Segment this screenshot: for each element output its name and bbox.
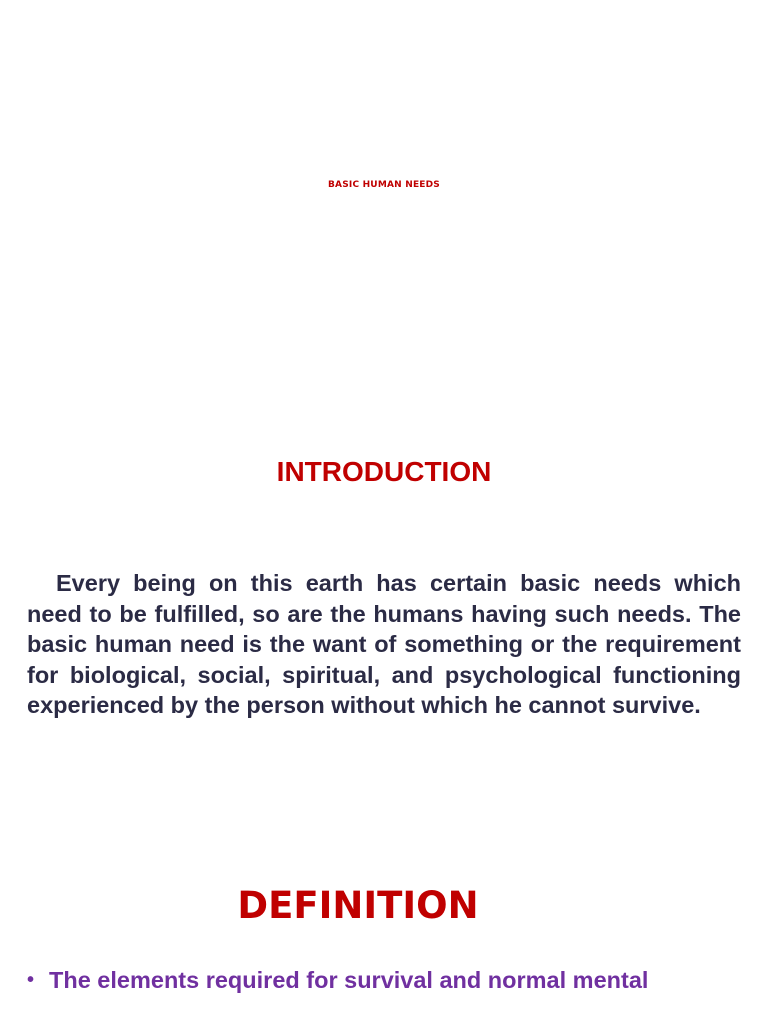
bullet-icon: • xyxy=(27,969,35,991)
slide-title: BASIC HUMAN NEEDS xyxy=(327,180,440,190)
introduction-paragraph: Every being on this earth has certain basic needs which need to be fulfilled, so are the humans having such needs. The basic human need is the want of something or the requirement for biological, social, spiritual, and psychological functioning experienced by the person without which he cannot survive. xyxy=(27,570,741,719)
definition-heading: DEFINITION xyxy=(237,884,479,927)
definition-list xyxy=(27,965,747,996)
definition-item-text: The elements required for survival and normal mental xyxy=(49,967,649,993)
clipped-next-line xyxy=(46,1018,746,1024)
definition-list-item xyxy=(27,965,747,996)
introduction-heading: INTRODUCTION xyxy=(276,456,492,487)
